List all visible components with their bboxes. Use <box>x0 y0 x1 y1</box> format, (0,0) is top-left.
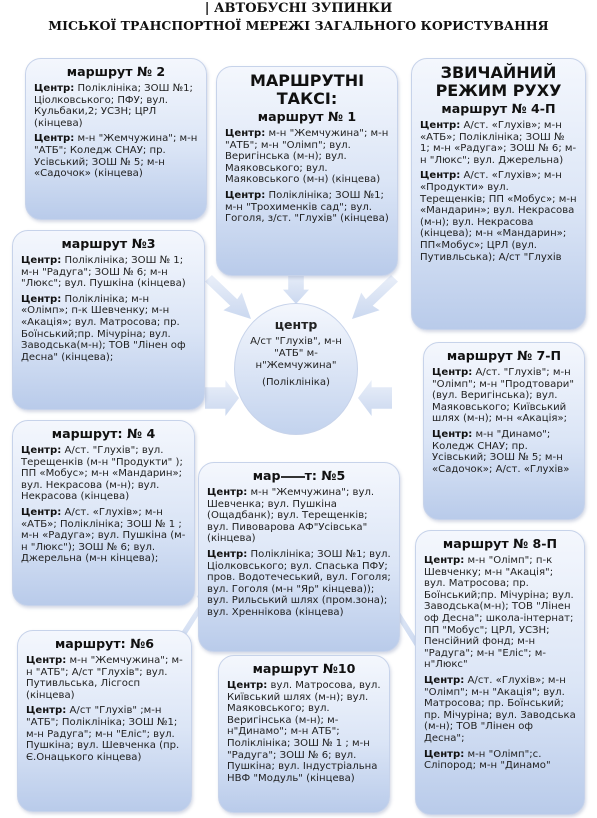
route-stops: Центр: Поліклініка; ЗОШ №1; м-н "Трохименків сад"; вул. Гоголя, з/ст. "Глухів" (кінцева) <box>225 189 389 225</box>
arrow-left <box>205 380 239 416</box>
route-title: маршрут №10 <box>252 661 356 676</box>
center-hub <box>234 303 358 435</box>
regular-title: ЗВИЧАЙНИЙ РЕЖИМ РУХУ <box>435 63 562 100</box>
route-card-3 <box>12 230 205 410</box>
route-stops: Центр: Поліклініка; ЗОШ №1; Ціолковського; ПФУ; вул. Кульбаки,2; УСЗН; ЦРЛ (кінцева) <box>34 83 193 129</box>
route-stops: Центр: А/ст. «Глухів»; м-н "Олімп"; м-н "Акація"; вул. Матросова; пр. Боїнський; пр. Мічуріна; вул. Заводська (м-н); ТОВ "Лінен оф Десна"; <box>424 674 576 744</box>
route-stops: Центр: м-н "Жемчужина"; м-н "АТБ"; Коледж СНАУ; пр. Усівський; ЗОШ № 5; м-н «Садочок» (кінцева) <box>34 133 198 180</box>
route-card-1 <box>216 66 398 276</box>
route-stops: Центр: Поліклініка; ЗОШ №1; вул. Ціолковського; вул. Спаська ПФУ; пров. Водотечеський, вул. Гоголя; вул. Гоголя (м-н "Яр" кінцева)); вул. Рильський шлях (пром.зона); вул. Хреннікова (кінцева) <box>207 548 391 618</box>
route-card-6 <box>17 630 192 812</box>
route-card-5 <box>198 462 400 652</box>
header-line2: МІСЬКОЇ ТРАНСПОРТНОЇ МЕРЕЖІ ЗАГАЛЬНОГО КОРИСТУВАННЯ <box>48 18 549 33</box>
route-title: маршрут: № 4 <box>51 426 156 441</box>
arrow-top <box>283 272 309 304</box>
route-card-10 <box>218 655 390 813</box>
center-stops: А/ст "Глухів", м-н "АТБ" м-н"Жемчужина" <box>250 336 342 371</box>
marshrutky-title: МАРШРУТНІ ТАКСІ: <box>249 71 365 108</box>
arrow-top-left <box>205 275 251 319</box>
route-stops: Центр: Поліклініка; ЗОШ № 1; м-н "Радуга"; ЗОШ № 6; м-н "Люкс"; вул. Пушкіна (кінцева) <box>21 255 186 290</box>
header-line1: | АВТОБУСНІ ЗУПИНКИ <box>204 1 393 16</box>
route-stops: Центр: м-н "Олімп"; п-к Шевченку; м-н "Акація"; вул. Матросова; пр. Боїнський;пр. Мічуріна; вул. Заводська(м-н); ТОВ "Лінен оф Десна"; школа-інтернат; ПП "Мобус"; ЦРЛ, УСЗН; Пенсійний фонд; м-н "Радуга"; м-н "Еліс"; м-н"Люкс" <box>424 555 574 671</box>
route-card-2 <box>25 58 207 220</box>
route-title: маршрут: №6 <box>54 636 155 651</box>
route-title: мар т: №5 <box>252 468 346 483</box>
route-stops: Центр: Поліклініка; м-н «Олімп»; п-к Шевченку; м-н «Акація»; вул. Матросова; пр. Боїнський;пр. Мічуріна; вул. Заводська(м-н); ТОВ "Лінен оф Десна" (кінцева); <box>21 293 186 363</box>
gap-mark <box>281 476 305 478</box>
route-stops: Центр: А/ст. "Глухів"; м-н "Олімп"; м-н "Продтовари" (вул. Веригінська); вул. Маяковського; Київський шлях (м-н); м-н «Акація»; <box>432 367 574 425</box>
route-card-8p <box>415 530 585 815</box>
arrow-top-right <box>352 275 398 319</box>
route-stops: Центр: м-н "Олімп";с. Сліпород; м-н "Динамо" <box>424 748 551 772</box>
arrow-right <box>358 380 392 416</box>
route-stops: Центр: А/ст. «Глухів»; м-н «АТБ»; Поліклініка; ЗОШ № 1 ; м-н «Радуга»; вул. Пушкіна (м-н "Люкс"); ЗОШ № 6; вул. Джерельна (м-н кінцева); <box>21 506 186 565</box>
route-title: маршрут №3 <box>61 236 156 251</box>
route-stops: Центр: А/ст "Глухів" ;м-н "АТБ"; Поліклініка; ЗОШ №1; м-н Радуга"; м-н "Еліс"; вул. Пушкіна; вул. Шевченка (пр. Є.Онацького кінцева) <box>26 705 180 763</box>
route-stops: Центр: А/ст. «Глухів»; м-н «АТБ»; Поліклініка; ЗОШ № 1; м-н «Радуга»; ЗОШ № 6; м-н "Люкс"; вул. Джерельна) <box>420 120 577 166</box>
route-title: маршрут № 4-П <box>441 101 556 116</box>
route-stops: Центр: вул. Матросова, вул. Київський шлях (м-н); вул. Маяковського; вул. Веригінська (м-н); м-н"Динамо"; м-н АТБ"; Поліклініка; ЗОШ № 1 ; м-н "Радуга"; ЗОШ № 6; вул. Пушкіна; вул. Індустріальна НВФ "Модуль" (кінцева) <box>227 680 381 784</box>
route-title: маршрут № 2 <box>66 64 166 79</box>
route-stops: Центр: м-н "Жемчужина"; вул. Шевченка; вул. Пушкіна (Ощадбанк); вул. Терещенків; вул. Пивоварова АФ"Усівська" (кінцева) <box>207 487 375 545</box>
route-card-7p <box>423 342 585 520</box>
route-stops: Центр: м-н "Жемчужина"; м-н "АТБ"; А/ст "Глухів"; вул. Путивльська, Лісгосп (кінцева) <box>26 655 183 701</box>
center-title: центр <box>274 317 318 332</box>
route-card-4 <box>12 420 195 606</box>
route-title: маршрут № 8-П <box>442 536 558 551</box>
route-title: маршрут № 1 <box>257 109 357 124</box>
route-stops: Центр: А/ст. «Глухів»; м-н «Продукти» вул. Терещенків; ПП «Мобус»; м-н «Мандарин»; вул. Некрасова (м-н); вул. Некрасова (кінцева); м-н «Мандарин»; ПП«Мобус»; ЦРЛ (вул. Путивльська); А/ст "Глухів <box>420 170 577 263</box>
route-stops: Центр: А/ст. "Глухів"; вул. Терещенків (м-н "Продукти" ); ПП «Мобус»; м-н «Мандарин»; вул. Некрасова (м-н); вул. Некрасова (кінцева) <box>21 445 183 503</box>
route-card-4p <box>411 58 586 330</box>
route-title: маршрут № 7-П <box>446 348 562 363</box>
center-sub: (Поліклініка) <box>262 377 330 388</box>
route-stops: Центр: м-н "Динамо"; Коледж СНАУ; пр. Усівський; ЗОШ № 5; м-н «Садочок»; А/ст. «Глухів» <box>432 428 570 475</box>
route-stops: Центр: м-н "Жемчужина"; м-н "АТБ"; м-н "Олімп"; вул. Веригінська (м-н); вул. Маяковського; вул. Маяковського (м-н) (кінцева) <box>225 128 389 186</box>
